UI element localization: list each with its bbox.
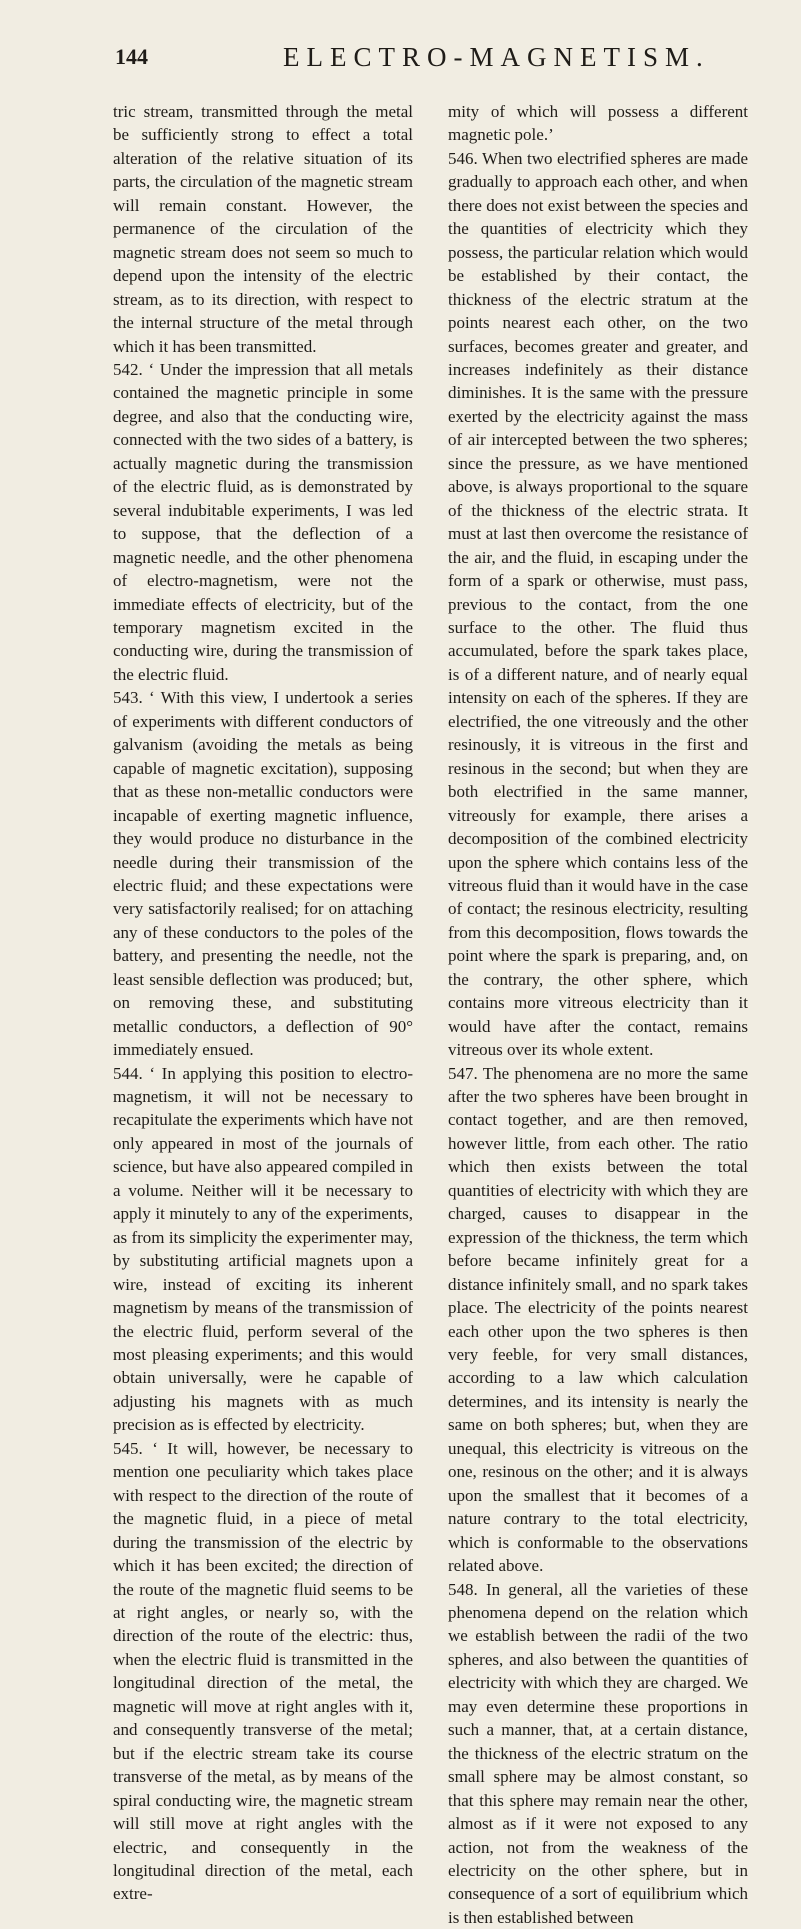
right-column <box>448 100 748 1929</box>
paragraph: tric stream, transmitted through the metal be sufficiently strong to effect a total alteration of the relative situation of its parts, the circulation of the magnetic stream will remain constant. However, the permanence of the circulation of the magnetic stream does not seem so much to depend upon the intensity of the electric stream, as to its direction, with respect to the internal structure of the metal through which it has been transmitted. <box>113 102 413 356</box>
paragraph: 545. ‘ It will, however, be necessary to mention one peculiarity which takes place with respect to the direction of the route of the magnetic fluid, in a piece of metal during the transmission of the electric by which it has been excited; the direction of the route of the magnetic fluid seems to be at right angles, or nearly so, with the direction of the route of the electric: thus, when the electric fluid is transmitted in the longitudinal direction of the metal, the magnetic will move at right angles with it, and consequently transverse of the metal; but if the electric stream take its course transverse of the metal, as by means of the spiral conducting wire, the magnetic stream will still move at right angles with the electric, and consequently in the longitudinal direction of the metal, each extre- <box>113 1438 413 1904</box>
paragraph: mity of which will possess a different magnetic pole.’ <box>448 102 748 145</box>
paragraph: 546. When two electrified spheres are made gradually to approach each other, and when there does not exist between the species and the quantities of electricity which they possess, the particular relation which would be established by their contact, the thickness of the electric stratum at the points nearest each other, on the two surfaces, becomes greater and greater, and increases indefinitely as their distance diminishes. It is the same with the pressure exerted by the electricity against the mass of air intercepted between the two spheres; since the pressure, as we have mentioned above, is always proportional to the square of the thickness of the electric strata. It must at last then overcome the resistance of the air, and the fluid, in escaping under the form of a spark or otherwise, must pass, previous to the contact, from the one surface to the other. The fluid thus accumulated, before the spark takes place, is of a different nature, and of nearly equal intensity on each of the spheres. If they are electrified, the one vitreously and the other resinously, it is vitreous in the first and resinous in the second; but when they are both electrified in the same manner, vitreously for example, there arises a decomposition of the combined electricity upon the sphere which contains less of the vitreous fluid than it would have in the case of contact; the resinous electricity, resulting from this decomposition, flows towards the point where the spark is preparing, and, on the contrary, the other sphere, which contains more vitreous electricity than it would have after the contact, remains vitreous over its whole extent. <box>448 148 748 1060</box>
paragraph: 547. The phenomena are no more the same after the two spheres have been brought in contact together, and are then removed, however little, from each other. The ratio which then exists between the total quantities of electricity with which they are charged, causes to disappear in the expression of the thickness, the term which before became infinitely great for a distance infinitely small, and no spark takes place. The electricity of the points nearest each other upon the two spheres is then very feeble, for very small distances, according to a law which calculation determines, and its intensity is nearly the same on both spheres; but, when they are unequal, this electricity is vitreous on the one, resinous on the other; and it is always upon the smallest that it becomes of a nature contrary to the total electricity, which is conformable to the observations related above. <box>448 1063 748 1576</box>
page-number: 144 <box>115 44 148 69</box>
paragraph: 542. ‘ Under the impression that all metals contained the magnetic principle in some degree, and also that the conducting wire, connected with the two sides of a battery, is actually magnetic during the transmission of the electric fluid, as is demonstrated by several indubitable experiments, I was led to suppose, that the deflection of a magnetic needle, and the other phenomena of electro-magnetism, were not the immediate effects of electricity, but of the temporary magnetism excited in the conducting wire, during the transmission of the electric fluid. <box>113 359 413 684</box>
running-title: ELECTRO-MAGNETISM. <box>283 42 710 72</box>
paragraph: 548. In general, all the varieties of these phenomena depend on the relation which we establish between the radii of the two spheres, and also between the quantities of electricity with which they are charged. We may even determine these proportions in such a manner, that, at a certain distance, the thickness of the electric stratum on the small sphere may be almost constant, so that this sphere may remain near the other, almost as if it were not exposed to any action, not from the weakness of the electricity on the other sphere, but in consequence of a sort of equilibrium which is then established between <box>448 1579 748 1927</box>
page-header <box>0 42 801 82</box>
left-column <box>113 100 413 1906</box>
paragraph: 544. ‘ In applying this position to electro-magnetism, it will not be necessary to recapitulate the experiments which have not only appeared in most of the journals of science, but have also appeared compiled in a volume. Neither will it be necessary to apply it minutely to any of the experiments, as from its simplicity the experimenter may, by substituting artificial magnets upon a wire, instead of exciting its inherent magnetism by means of the transmission of the electric fluid, perform several of the most pleasing experiments; and this would obtain universally, were he capable of adjusting his magnets with as much precision as is effected by electricity. <box>113 1063 413 1435</box>
paragraph: 543. ‘ With this view, I undertook a series of experiments with different conductors of galvanism (avoiding the metals as being capable of magnetic excitation), supposing that as these non-metallic conductors were incapable of exerting magnetic influence, they would produce no disturbance in the needle during their transmission of the electric fluid; and these expectations were very satisfactorily realised; for on attaching any of these conductors to the poles of the battery, and presenting the needle, not the least sensible deflection was produced; but, on removing these, and substituting metallic conductors, a deflection of 90° immediately ensued. <box>113 688 413 1060</box>
